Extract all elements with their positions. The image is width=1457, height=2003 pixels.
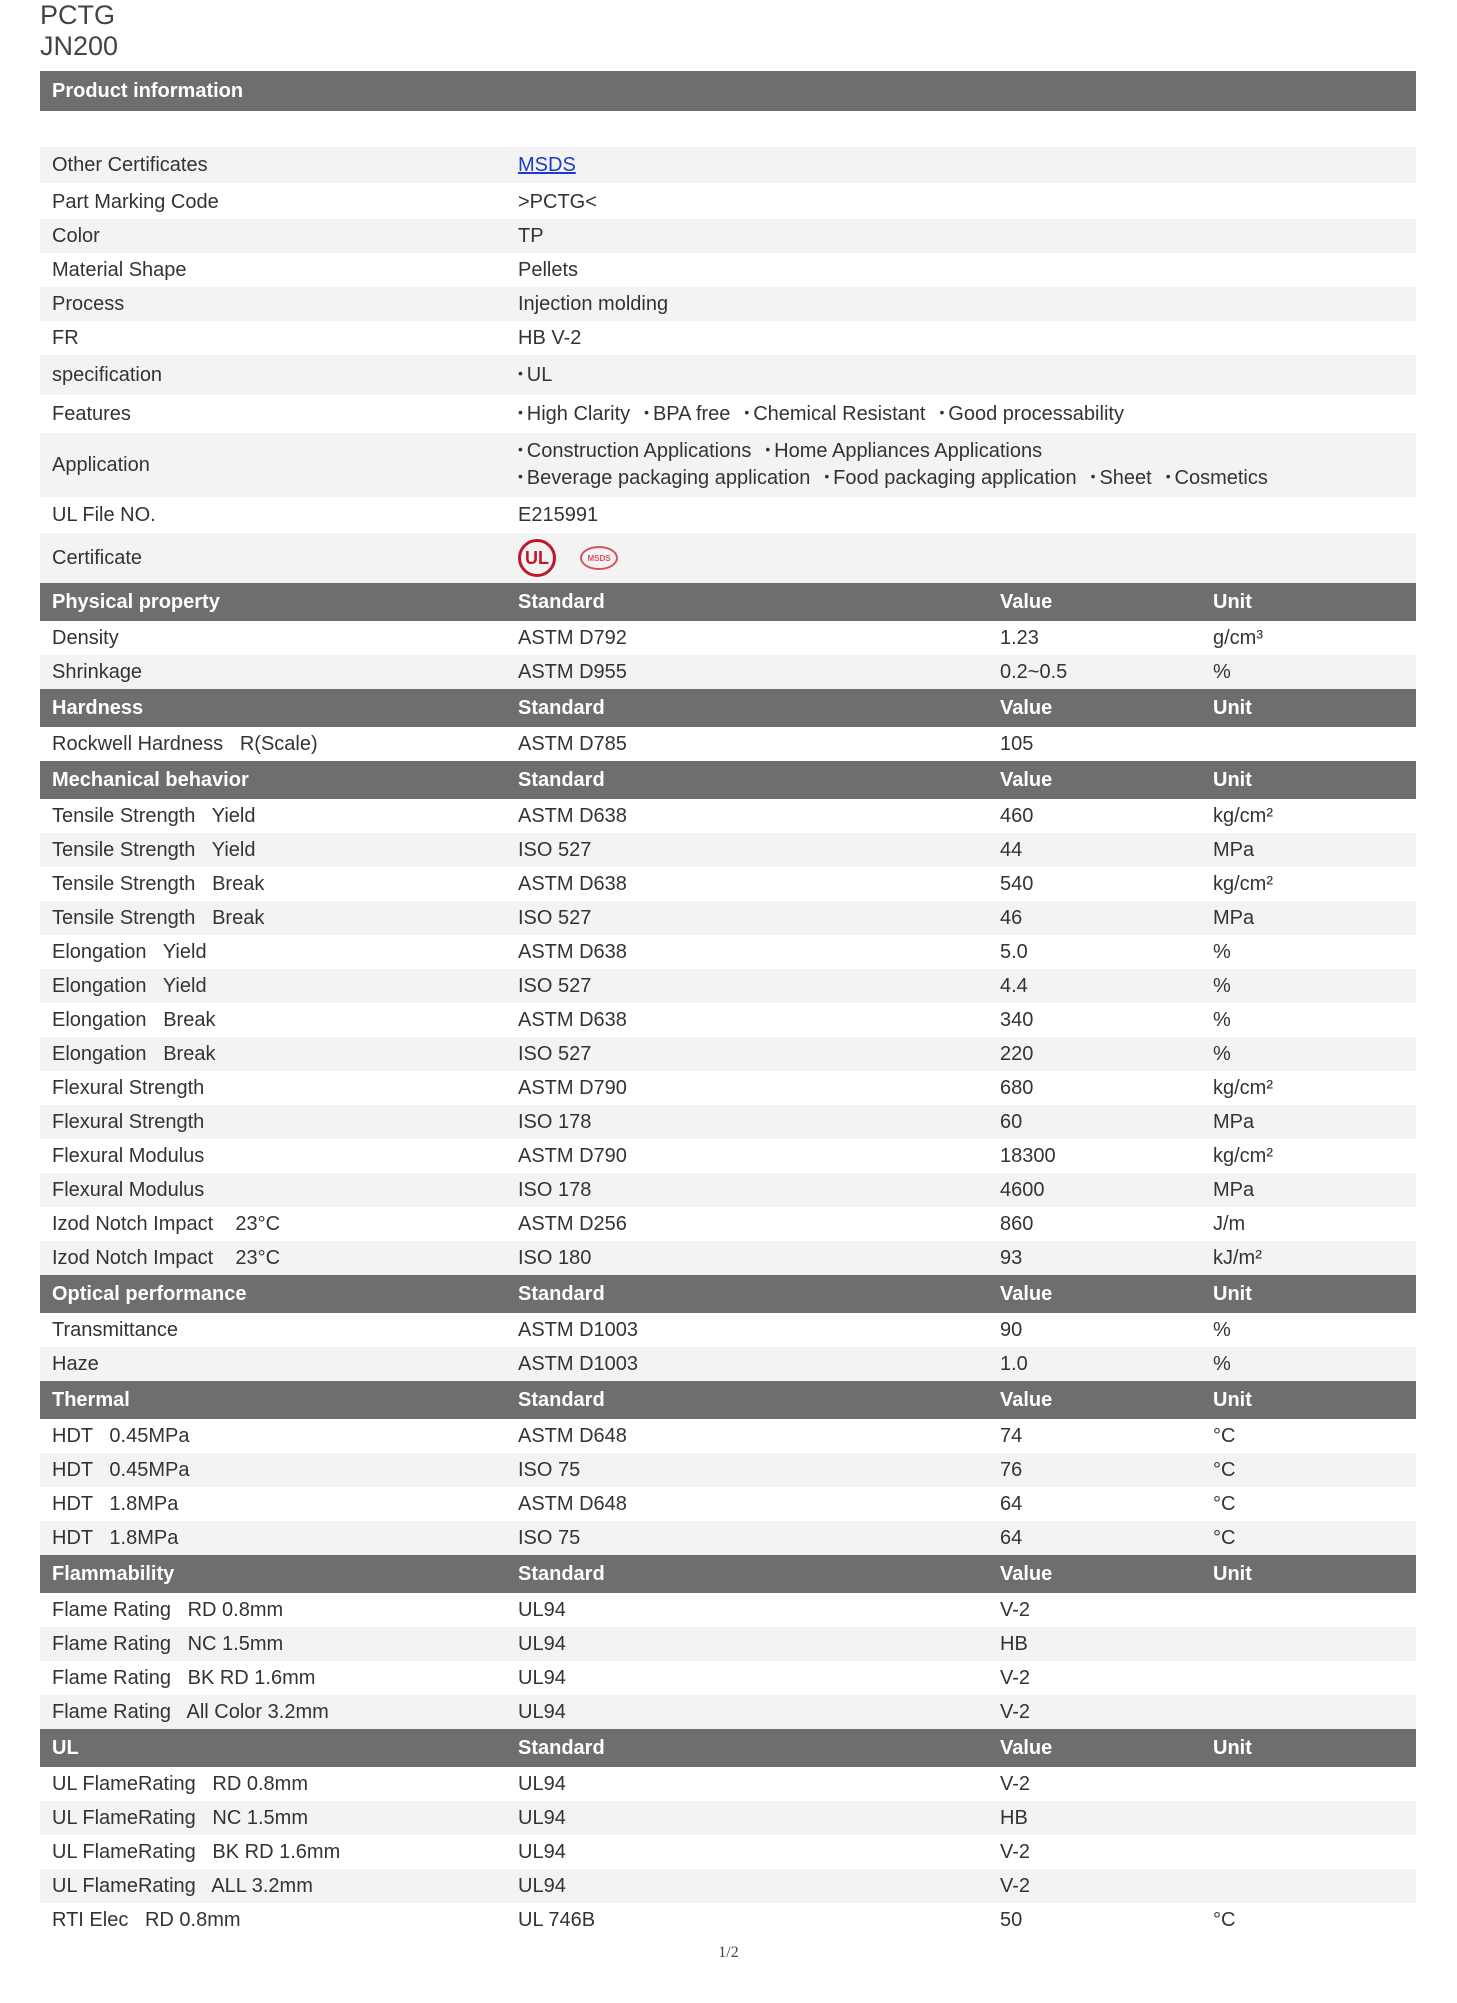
- property-name: Flame Rating RD 0.8mm: [52, 1598, 284, 1621]
- property-value: 46: [1000, 906, 1023, 929]
- application-item: • Construction Applications: [518, 440, 751, 463]
- table-row: [40, 969, 1416, 1003]
- property-name: Elongation Yield: [52, 974, 207, 997]
- table-row: [40, 1071, 1416, 1105]
- table-row: [40, 1037, 1416, 1071]
- property-value: 220: [1000, 1042, 1034, 1065]
- property-unit: °C: [1213, 1458, 1236, 1481]
- property-value: 1.23: [1000, 626, 1039, 649]
- info-row: [40, 433, 1416, 497]
- table-row: [40, 1313, 1416, 1347]
- product-information-header: [40, 71, 1416, 111]
- table-row: [40, 655, 1416, 689]
- property-value: V-2: [1000, 1874, 1031, 1897]
- page-number: 1/2: [718, 1944, 739, 1961]
- property-unit: kg/cm²: [1213, 1076, 1273, 1099]
- info-row: [40, 395, 1416, 433]
- info-row: [40, 219, 1416, 253]
- property-unit: %: [1213, 1008, 1231, 1031]
- column-header-standard: Standard: [518, 1736, 605, 1759]
- property-unit: °C: [1213, 1526, 1236, 1549]
- property-unit: MPa: [1213, 838, 1255, 861]
- property-value: HB: [1000, 1806, 1028, 1829]
- test-standard: ISO 527: [518, 1042, 592, 1065]
- feature-item: • BPA free: [644, 403, 730, 426]
- property-unit: °C: [1213, 1908, 1236, 1931]
- property-unit: kg/cm²: [1213, 872, 1273, 895]
- property-name: Tensile Strength Yield: [52, 804, 256, 827]
- property-value: 0.2~0.5: [1000, 660, 1068, 683]
- test-standard: ASTM D638: [518, 940, 627, 963]
- info-row: [40, 147, 1416, 183]
- test-standard: ISO 527: [518, 974, 592, 997]
- test-standard: UL94: [518, 1632, 566, 1655]
- column-header-value: Value: [1000, 696, 1053, 719]
- property-name: Tensile Strength Break: [52, 872, 265, 895]
- info-row: [40, 355, 1416, 395]
- table-row: [40, 1173, 1416, 1207]
- property-value: 540: [1000, 872, 1034, 895]
- table-row: [40, 1207, 1416, 1241]
- property-value: V-2: [1000, 1772, 1031, 1795]
- column-header-unit: Unit: [1213, 1282, 1252, 1305]
- spec-item: • UL: [518, 364, 552, 387]
- property-unit: %: [1213, 1352, 1231, 1375]
- column-header-standard: Standard: [518, 1562, 605, 1585]
- test-standard: ASTM D790: [518, 1076, 627, 1099]
- property-unit: kg/cm²: [1213, 804, 1273, 827]
- info-value: Injection molding: [518, 292, 669, 315]
- table-row: [40, 1869, 1416, 1903]
- property-name: Transmittance: [52, 1318, 178, 1341]
- property-name: HDT 0.45MPa: [52, 1424, 190, 1447]
- property-unit: MPa: [1213, 1178, 1255, 1201]
- property-unit: %: [1213, 1318, 1231, 1341]
- column-header-value: Value: [1000, 1562, 1053, 1585]
- test-standard: ASTM D1003: [518, 1352, 639, 1375]
- test-standard: UL94: [518, 1598, 566, 1621]
- property-value: V-2: [1000, 1666, 1031, 1689]
- section-title: Mechanical behavior: [52, 768, 249, 791]
- table-row: [40, 1347, 1416, 1381]
- property-name: Rockwell Hardness R(Scale): [52, 732, 318, 755]
- property-name: Haze: [52, 1352, 99, 1375]
- property-unit: MPa: [1213, 1110, 1255, 1133]
- product-grade: JN200: [40, 31, 119, 61]
- test-standard: UL 746B: [518, 1908, 596, 1931]
- info-label: Certificate: [52, 546, 143, 569]
- info-label: FR: [52, 326, 79, 349]
- column-header-standard: Standard: [518, 590, 605, 613]
- application-item: • Sheet: [1091, 467, 1152, 490]
- info-row: [40, 321, 1416, 355]
- property-value: 105: [1000, 732, 1034, 755]
- section-title: Flammability: [52, 1562, 175, 1585]
- table-row: [40, 1487, 1416, 1521]
- feature-item: • Good processability: [940, 403, 1124, 426]
- test-standard: ISO 75: [518, 1458, 581, 1481]
- table-row: [40, 1419, 1416, 1453]
- test-standard: UL94: [518, 1806, 566, 1829]
- property-name: UL FlameRating NC 1.5mm: [52, 1806, 308, 1829]
- test-standard: UL94: [518, 1772, 566, 1795]
- table-row: [40, 1767, 1416, 1801]
- product-title: [40, 0, 118, 62]
- property-name: Flexural Modulus: [52, 1144, 205, 1167]
- column-header-value: Value: [1000, 1388, 1053, 1411]
- application-item: • Cosmetics: [1166, 467, 1268, 490]
- property-unit: %: [1213, 940, 1231, 963]
- property-name: Flame Rating BK RD 1.6mm: [52, 1666, 316, 1689]
- table-row: [40, 799, 1416, 833]
- property-value: 4600: [1000, 1178, 1045, 1201]
- property-value: V-2: [1000, 1598, 1031, 1621]
- property-name: HDT 1.8MPa: [52, 1526, 179, 1549]
- table-row: [40, 621, 1416, 655]
- test-standard: ASTM D955: [518, 660, 627, 683]
- property-unit: MPa: [1213, 906, 1255, 929]
- info-value: HB V-2: [518, 326, 582, 349]
- table-row: [40, 1453, 1416, 1487]
- property-name: Flexural Modulus: [52, 1178, 205, 1201]
- info-value: Pellets: [518, 258, 579, 281]
- column-header-unit: Unit: [1213, 1562, 1252, 1585]
- application-item: • Beverage packaging application: [518, 467, 810, 490]
- table-row: [40, 833, 1416, 867]
- property-value: HB: [1000, 1632, 1028, 1655]
- info-label: Material Shape: [52, 258, 187, 281]
- test-standard: ASTM D785: [518, 732, 627, 755]
- property-unit: g/cm³: [1213, 626, 1263, 649]
- info-label: Process: [52, 292, 125, 315]
- section-header: [40, 1555, 1416, 1593]
- section-header: [40, 761, 1416, 799]
- section-header: [40, 583, 1416, 621]
- property-unit: kg/cm²: [1213, 1144, 1273, 1167]
- property-name: Izod Notch Impact 23°C: [52, 1212, 281, 1235]
- table-row: [40, 1801, 1416, 1835]
- table-row: [40, 1105, 1416, 1139]
- test-standard: UL94: [518, 1874, 566, 1897]
- property-name: UL FlameRating RD 0.8mm: [52, 1772, 308, 1795]
- ul-file-number: E215991: [518, 503, 599, 526]
- table-row: [40, 1593, 1416, 1627]
- table-row: [40, 1003, 1416, 1037]
- property-name: UL FlameRating BK RD 1.6mm: [52, 1840, 341, 1863]
- test-standard: ASTM D648: [518, 1492, 627, 1515]
- property-value: 18300: [1000, 1144, 1056, 1167]
- test-standard: ISO 178: [518, 1178, 592, 1201]
- property-name: RTI Elec RD 0.8mm: [52, 1908, 241, 1931]
- property-name: HDT 1.8MPa: [52, 1492, 179, 1515]
- info-row: [40, 287, 1416, 321]
- test-standard: ISO 527: [518, 838, 592, 861]
- column-header-standard: Standard: [518, 696, 605, 719]
- property-value: 460: [1000, 804, 1034, 827]
- property-name: Flame Rating NC 1.5mm: [52, 1632, 284, 1655]
- info-row: [40, 533, 1416, 583]
- column-header-value: Value: [1000, 1736, 1053, 1759]
- property-name: Tensile Strength Break: [52, 906, 265, 929]
- property-value: 860: [1000, 1212, 1034, 1235]
- table-row: [40, 1241, 1416, 1275]
- property-value: 76: [1000, 1458, 1023, 1481]
- property-unit: %: [1213, 660, 1231, 683]
- section-header: [40, 689, 1416, 727]
- table-row: [40, 901, 1416, 935]
- info-label: Color: [52, 224, 100, 247]
- property-value: 5.0: [1000, 940, 1028, 963]
- section-title: Optical performance: [52, 1282, 247, 1305]
- info-label: specification: [52, 363, 163, 386]
- column-header-unit: Unit: [1213, 696, 1252, 719]
- section-header: [40, 1275, 1416, 1313]
- property-value: V-2: [1000, 1700, 1031, 1723]
- property-value: V-2: [1000, 1840, 1031, 1863]
- property-unit: %: [1213, 1042, 1231, 1065]
- property-unit: °C: [1213, 1492, 1236, 1515]
- property-unit: °C: [1213, 1424, 1236, 1447]
- property-name: Flame Rating All Color 3.2mm: [52, 1700, 329, 1723]
- property-value: 340: [1000, 1008, 1034, 1031]
- msds-certificate-icon[interactable]: MSDS: [580, 546, 618, 570]
- msds-link[interactable]: MSDS: [518, 153, 576, 176]
- column-header-value: Value: [1000, 768, 1053, 791]
- test-standard: ASTM D648: [518, 1424, 627, 1447]
- property-name: Elongation Break: [52, 1042, 216, 1065]
- table-row: [40, 1835, 1416, 1869]
- property-name: Flexural Strength: [52, 1110, 205, 1133]
- test-standard: ASTM D638: [518, 804, 627, 827]
- section-header: [40, 1729, 1416, 1767]
- test-standard: ASTM D638: [518, 872, 627, 895]
- test-standard: ISO 75: [518, 1526, 581, 1549]
- property-value: 93: [1000, 1246, 1023, 1269]
- property-value: 44: [1000, 838, 1023, 861]
- test-standard: UL94: [518, 1666, 566, 1689]
- test-standard: ASTM D790: [518, 1144, 627, 1167]
- property-value: 64: [1000, 1492, 1023, 1515]
- info-label: UL File NO.: [52, 503, 156, 526]
- table-row: [40, 867, 1416, 901]
- info-row: [40, 253, 1416, 287]
- section-title: Physical property: [52, 590, 220, 613]
- test-standard: ASTM D1003: [518, 1318, 639, 1341]
- test-standard: ISO 178: [518, 1110, 592, 1133]
- test-standard: ISO 527: [518, 906, 592, 929]
- column-header-standard: Standard: [518, 1388, 605, 1411]
- test-standard: ISO 180: [518, 1246, 592, 1269]
- table-row: [40, 935, 1416, 969]
- info-row: [40, 497, 1416, 533]
- property-value: 64: [1000, 1526, 1023, 1549]
- property-value: 74: [1000, 1424, 1023, 1447]
- property-name: Elongation Break: [52, 1008, 216, 1031]
- property-name: Flexural Strength: [52, 1076, 205, 1099]
- property-value: 1.0: [1000, 1352, 1028, 1375]
- property-value: 90: [1000, 1318, 1023, 1341]
- column-header-unit: Unit: [1213, 590, 1252, 613]
- test-standard: ASTM D256: [518, 1212, 627, 1235]
- application-item: • Home Appliances Applications: [765, 440, 1042, 463]
- property-value: 60: [1000, 1110, 1023, 1133]
- section-title: Hardness: [52, 696, 144, 719]
- info-value: TP: [518, 224, 544, 247]
- section-header: [40, 1381, 1416, 1419]
- property-name: Density: [52, 626, 119, 649]
- test-standard: ASTM D638: [518, 1008, 627, 1031]
- test-standard: UL94: [518, 1700, 566, 1723]
- column-header-standard: Standard: [518, 768, 605, 791]
- column-header-unit: Unit: [1213, 1388, 1252, 1411]
- property-name: Shrinkage: [52, 660, 143, 683]
- info-label: Part Marking Code: [52, 190, 219, 213]
- table-row: [40, 727, 1416, 761]
- property-name: Elongation Yield: [52, 940, 207, 963]
- property-value: 4.4: [1000, 974, 1028, 997]
- info-value: >PCTG<: [518, 190, 597, 213]
- table-row: [40, 1695, 1416, 1729]
- info-label: Other Certificates: [52, 153, 208, 176]
- column-header-unit: Unit: [1213, 1736, 1252, 1759]
- section-title: Product information: [52, 79, 244, 102]
- test-standard: ASTM D792: [518, 626, 627, 649]
- info-row: [40, 185, 1416, 219]
- property-name: Tensile Strength Yield: [52, 838, 256, 861]
- property-value: 50: [1000, 1908, 1023, 1931]
- column-header-standard: Standard: [518, 1282, 605, 1305]
- table-row: [40, 1661, 1416, 1695]
- table-row: [40, 1627, 1416, 1661]
- property-unit: kJ/m²: [1213, 1246, 1262, 1269]
- property-name: HDT 0.45MPa: [52, 1458, 190, 1481]
- column-header-unit: Unit: [1213, 768, 1252, 791]
- column-header-value: Value: [1000, 590, 1053, 613]
- ul-certificate-icon[interactable]: UL: [518, 539, 556, 577]
- table-row: [40, 1903, 1416, 1937]
- test-standard: UL94: [518, 1840, 566, 1863]
- property-unit: J/m: [1213, 1212, 1246, 1235]
- feature-item: • Chemical Resistant: [744, 403, 925, 426]
- application-item: • Food packaging application: [824, 467, 1076, 490]
- property-value: 680: [1000, 1076, 1034, 1099]
- section-title: UL: [52, 1736, 79, 1759]
- property-unit: %: [1213, 974, 1231, 997]
- table-row: [40, 1521, 1416, 1555]
- feature-item: • High Clarity: [518, 403, 630, 426]
- property-name: Izod Notch Impact 23°C: [52, 1246, 281, 1269]
- property-name: UL FlameRating ALL 3.2mm: [52, 1874, 313, 1897]
- table-row: [40, 1139, 1416, 1173]
- product-family: PCTG: [40, 0, 116, 30]
- section-title: Thermal: [52, 1388, 130, 1411]
- column-header-value: Value: [1000, 1282, 1053, 1305]
- info-label: Application: [52, 453, 150, 476]
- info-label: Features: [52, 402, 131, 425]
